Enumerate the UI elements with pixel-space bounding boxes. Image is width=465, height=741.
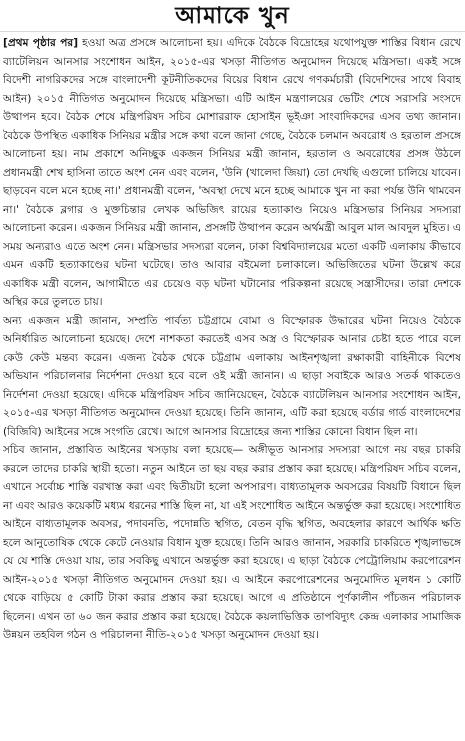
headline: আমাকে খুন — [175, 3, 290, 29]
headline-divider — [0, 31, 465, 32]
article-paragraph-2: অন্য একজন মন্ত্রী জানান, সম্প্রতি পার্বত্য চট্টগ্রামে বোমা ও বিস্ফোরক উদ্ধারের ঘটনা নিয়েও বৈঠকে অনির্ধারিত আলোচনা হয়েছে। দেশে নাশকতা করতেই এসব অস্ত্র ও বিস্ফোরক আনার চেষ্টা হতে পারে বলে কেউ কেউ মন্তব্য করেন। এজন্য বৈঠক থেকে চট্টগ্রাম এলাকায় আইনশৃঙ্খলা রক্ষাকারী বাহিনীকে বিশেষ অভিযান পরিচালনার নির্দেশনা দেওয়া হবে বলে ওই মন্ত্রী জানান। এ ছাড়া সবাইকে আরও সতর্ক থাকতেও নির্দেশনা দেওয়া হয়েছে। এদিকে মন্ত্রিপরিষদ সচিব জানিয়েছেন, বৈঠকে ব্যাটেলিয়ন আনসার সংশোধন আইন, ২০১৫-এর খসড়া নীতিগত অনুমোদন দেওয়া হয়েছে। তিনি জানান, এটি করা হয়েছে বর্ডার গার্ড বাংলাদেশের (বিজিবি) আইনের সঙ্গে সংগতি রেখে। আগে আনসার বিদ্রোহের জন্য শাস্তির কোনো বিধান ছিল না। — [3, 314, 461, 438]
article-paragraph-1 — [3, 34, 461, 312]
article-body — [3, 34, 461, 739]
article-paragraph-3: সচিব জানান, প্রস্তাবিত আইনের খসড়ায় বলা হয়েছে— অঙ্গীভূত আনসার সদস্যরা আগে নয় বছর চাকরি করলে তাদের চাকরি স্থায়ী হতো। নতুন আইনে তা ছয় বছর করার প্রস্তাব করা হয়েছে। মন্ত্রিপরিষদ সচিব বলেন, এখানে সর্বোচ্চ শাস্তি বরখাস্ত করা এবং দ্বিতীয়টা হলো অপসারণ। বাধ্যতামূলক অবসরের বিষয়টি বিধানে ছিল না এবং আরও কয়েকটি মধ্যম ধরনের শাস্তি ছিল না, যা এই সংশোধিত আইনে অন্তর্ভুক্ত করা হয়েছে। সংশোধিত আইনে বাধ্যতামূলক অবসর, পদাবনতি, পদোন্নতি স্থগিত, বেতন বৃদ্ধি স্থগিত, অবহেলার কারণে আর্থিক ক্ষতি হলে আনুতোষিক থেকে কেটে নেওয়ার বিধান যুক্ত হয়েছে। তিনি আরও জানান, সরকারি চাকরিতে শৃঙ্খলাভঙ্গে যে যে শাস্তি দেওয়া যায়, তার সবকিছু এখানে অন্তর্ভুক্ত করা হয়েছে। এ ছাড়া বৈঠকে পেট্রোলিয়াম করপোরেশন আইন-২০১৫ খসড়া নীতিগত অনুমোদন দেওয়া হয়। এ আইনে করপোরেশনের অনুমোদিত মূলধন ১ কোটি থেকে বাড়িয়ে ৫ কোটি টাকা করার প্রস্তাব করা হয়েছে। আগে এ প্রতিষ্ঠানে পূর্ণকালীন পাঁচজন পরিচালক ছিলেন। এখন তা ৬০ জন করার প্রস্তাব করা হয়েছে। বৈঠকে কয়লাভিত্তিক তাপবিদ্যুৎ কেন্দ্র এলাকার সামাজিক উন্নয়ন তহবিল গঠন ও পরিচালনা নীতি-২০১৫ খসড়া অনুমোদন দেওয়া হয়। — [3, 444, 461, 641]
continued-label: [প্রথম পৃষ্ঠার পর] — [3, 37, 79, 49]
paragraph-1-text: হওয়া অত্র প্রসঙ্গে আলোচনা হয়। এদিকে বৈঠকে বিদ্রোহের যথোপযুক্ত শাস্তির বিধান রেখে ব্যাটেলিয়ন আনসার সংশোধন আইন, ২০১৫-এর খসড়া নীতিগত অনুমোদন দিয়েছে মন্ত্রিসভা। একই সঙ্গে বিদেশী নাগরিকদের সঙ্গে বাংলাদেশী কূটনীতিকদের বিয়ের বিধান রেখে গণকর্মচারী (বিদেশিদের সাথে বিবাহ আইন) ২০১৫ নীতিগত অনুমোদন দিয়েছে মন্ত্রিসভা। এটি আইন মন্ত্রণালয়ের ভেটিং শেষে সরাসরি সংসদে উত্থাপন হবে। বৈঠক শেষে মন্ত্রিপরিষদ সচিব মোশাররাফ হোসাইন ভূইঞা সাংবাদিকদের এসব তথ্য জানান। বৈঠকে উপস্থিত একাধিক সিনিয়র মন্ত্রীর সঙ্গে কথা বলে জানা গেছে, বৈঠকে চলমান অবরোধ ও হরতাল প্রসঙ্গে আলোচনা হয়। নাম প্রকাশে অনিচ্ছুক একজন সিনিয়র মন্ত্রী জানান, হরতাল ও অবরোধের প্রসঙ্গ উঠলে প্রধানমন্ত্রী শেখ হাসিনা তাতে অংশ নেন এবং বলেন, 'উনি (খালেদা জিয়া) তো দেখছি এগুলো চালিয়ে যাবেন। ছাড়বেন বলে মনে হচ্ছে না।' প্রধানমন্ত্রী বলেন, 'অবস্থা দেখে মনে হচ্ছে আমাকে খুন না করা পর্যন্ত উনি থামবেন না।' বৈঠকে ব্লগার ও মুক্তচিন্তার লেখক অভিজিৎ রায়ের হত্যাকাণ্ড নিয়েও মন্ত্রিসভার সিনিয়র সদস্যরা আলোচনা করেন। একজন সিনিয়র মন্ত্রী জানান, প্রসঙ্গটি উত্থাপন করেন অর্থমন্ত্রী আবুল মাল আবদুল মুহিত। এ সময় অন্যরাও এতে অংশ নেন। মন্ত্রিসভার সদস্যরা বলেন, ঢাকা বিশ্ববিদ্যালয়ের মতো একটি এলাকায় কীভাবে এমন একটি হত্যাকাণ্ডের ঘটনা ঘটেছে। তাও আবার বইমেলা চলাকালে। অভিজিতের ঘটনা উল্লেখ করে একাধিক মন্ত্রী বলেন, আগামীতে এর চেয়েও বড় ঘটনা ঘটানোর পরিকল্পনা রয়েছে সন্ত্রাসীদের। তারা দেশকে অস্থির করে তুলতে চায়। — [3, 37, 461, 308]
